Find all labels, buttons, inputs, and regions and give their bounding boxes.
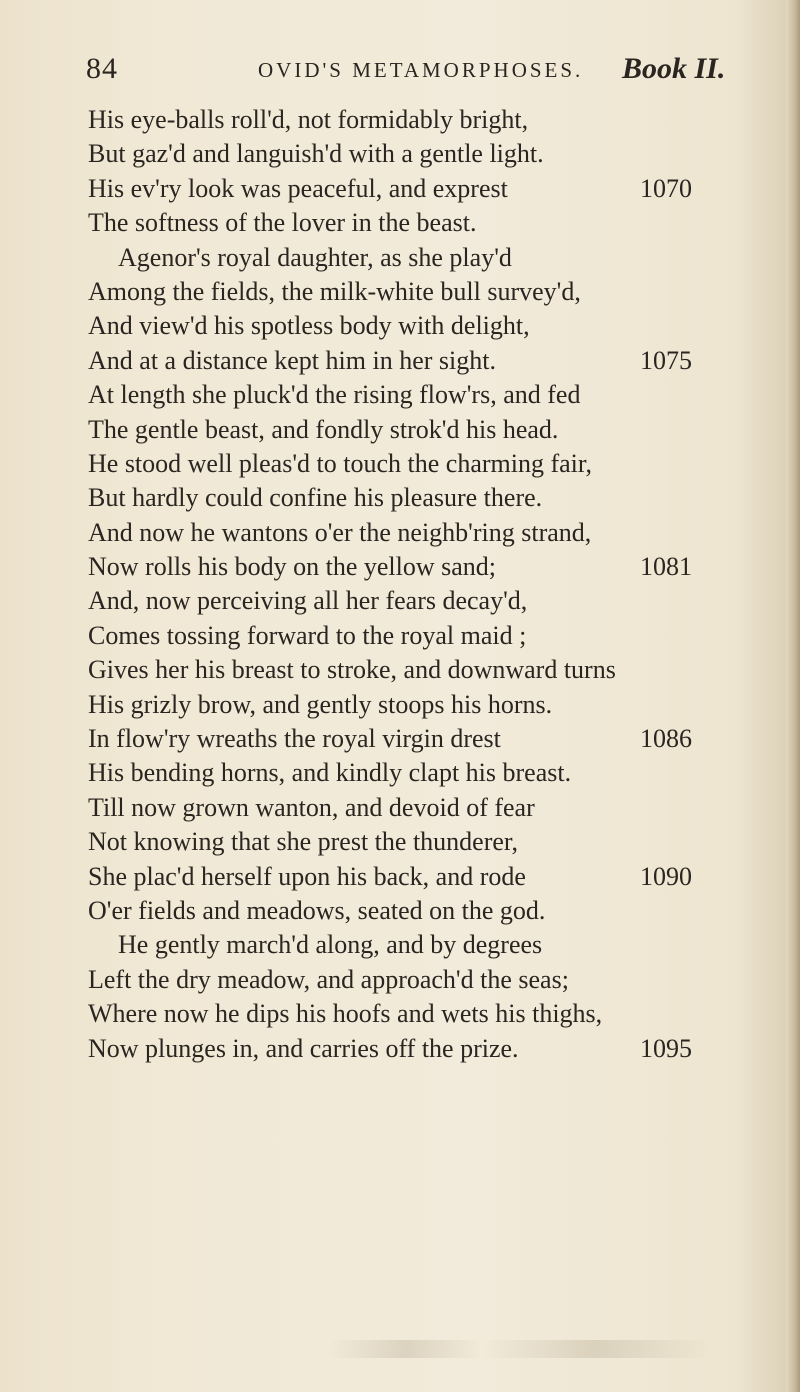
verse-line: Till now grown wanton, and devoid of fear <box>88 792 535 822</box>
verse-line: He gently march'd along, and by degrees <box>118 930 543 960</box>
line-number: 1070 <box>640 173 692 203</box>
verse-line: The gentle beast, and fondly strok'd his head. <box>88 414 559 444</box>
verse-line: But hardly could confine his pleasure there. <box>88 483 543 513</box>
poem-text <box>88 103 738 1066</box>
verse-line: At length she pluck'd the rising flow'rs, and fed <box>88 380 581 410</box>
line-number: 1075 <box>640 345 692 375</box>
verse-line: But gaz'd and languish'd with a gentle light. <box>88 139 544 169</box>
line-number: 1086 <box>640 724 692 754</box>
verse-line: Now rolls his body on the yellow sand; 1081 <box>88 550 738 584</box>
verse-line: Where now he dips his hoofs and wets his thighs, <box>88 999 603 1029</box>
verse-line: And at a distance kept him in her sight. 1075 <box>88 344 738 378</box>
verse-line: He stood well pleas'd to touch the charming fair, <box>88 448 593 478</box>
line-number: 1090 <box>640 861 692 891</box>
verse-line: His ev'ry look was peaceful, and exprest 1070 <box>88 172 738 206</box>
verse-line: And now he wantons o'er the neighb'ring strand, <box>88 517 592 547</box>
verse-line: Gives her his breast to stroke, and downward turns <box>88 655 616 685</box>
verse-line: Now plunges in, and carries off the prize. 1095 <box>88 1032 738 1066</box>
page-header <box>86 52 726 92</box>
verse-line: His grizly brow, and gently stoops his horns. <box>88 689 553 719</box>
verse-line: His eye-balls roll'd, not formidably bright, <box>88 105 529 134</box>
verse-line: Left the dry meadow, and approach'd the seas; <box>88 964 569 994</box>
running-title: OVID'S METAMORPHOSES. <box>258 58 584 82</box>
bleed-through-stain <box>330 1340 710 1358</box>
verse-line: And, now perceiving all her fears decay'd, <box>88 586 528 616</box>
book-label: Book II. <box>622 52 726 85</box>
verse-line: Agenor's royal daughter, as she play'd <box>118 242 512 272</box>
page-number: 84 <box>86 52 118 85</box>
verse-line: And view'd his spotless body with delight, <box>88 311 530 341</box>
verse-line: Among the fields, the milk-white bull survey'd, <box>88 276 581 306</box>
verse-line: O'er fields and meadows, seated on the god. <box>88 895 546 925</box>
verse-line: Not knowing that she prest the thunderer, <box>88 827 519 857</box>
page-edge <box>786 0 800 1392</box>
verse-line: In flow'ry wreaths the royal virgin drest 1086 <box>88 722 738 756</box>
verse-line: Comes tossing forward to the royal maid ; <box>88 620 527 650</box>
line-number: 1081 <box>640 552 692 582</box>
verse-line: She plac'd herself upon his back, and rode 1090 <box>88 860 738 894</box>
line-number: 1095 <box>640 1033 692 1063</box>
verse-line: The softness of the lover in the beast. <box>88 208 477 238</box>
verse-line: His bending horns, and kindly clapt his breast. <box>88 758 572 788</box>
